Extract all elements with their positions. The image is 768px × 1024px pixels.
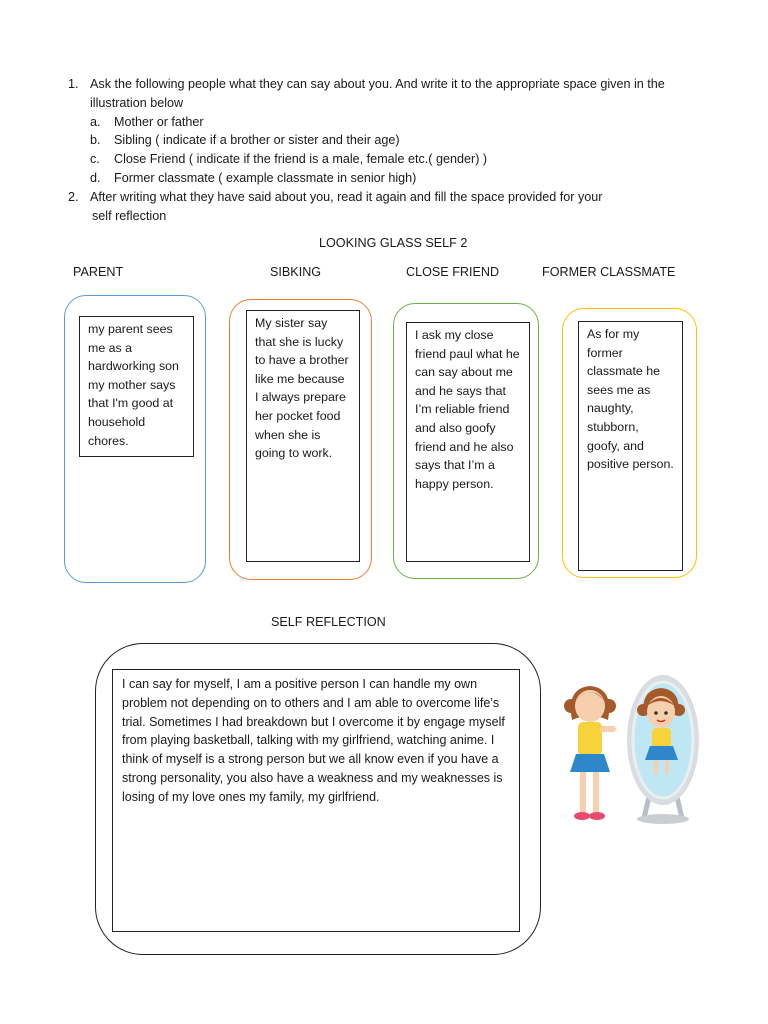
instruction-2 xyxy=(68,188,708,207)
self-reflection-heading: SELF REFLECTION xyxy=(271,615,386,629)
instruction-text-cont: illustration below xyxy=(90,95,184,110)
sibling-box: My sister say that she is lucky to have a brother like me because I always prepare her pocket food when she is going to work. xyxy=(246,310,360,562)
heading-sibling: SIBKING xyxy=(270,265,322,279)
subitem-text: Close Friend ( indicate if the friend is a male, female etc.( gender) ) xyxy=(114,152,488,167)
instruction-number: 1. xyxy=(68,77,79,91)
instruction-text-cont: self reflection xyxy=(92,208,167,223)
instruction-text: Ask the following people what they can say about you. And write it to the appropriate space given in the xyxy=(90,77,665,91)
instruction-1 xyxy=(68,75,708,94)
subitem-d xyxy=(68,169,708,188)
subitem-a xyxy=(68,113,708,132)
subitem-letter: b. xyxy=(90,133,101,148)
subitem-text: Mother or father xyxy=(114,114,204,129)
subitem-text: Sibling ( indicate if a brother or sister and their age) xyxy=(114,133,400,148)
instruction-number: 2. xyxy=(68,189,79,204)
subitem-c xyxy=(68,150,708,169)
subitem-b xyxy=(68,131,708,150)
heading-parent: PARENT xyxy=(73,265,124,279)
heading-close-friend: CLOSE FRIEND xyxy=(406,265,500,279)
close-friend-box: I ask my close friend paul what he can say about me and he says that I’m reliable friend and also goofy friend and he also says that I’m a happy person. xyxy=(406,322,530,562)
instructions xyxy=(68,75,708,225)
girl-mirror-illustration-icon xyxy=(558,668,704,838)
parent-box: my parent sees me as a hardworking son my mother says that I'm good at household chores. xyxy=(79,316,194,457)
page-title: LOOKING GLASS SELF 2 xyxy=(319,236,468,250)
instruction-text: After writing what they have said about you, read it again and fill the space provided for your xyxy=(90,189,603,204)
subitem-text: Former classmate ( example classmate in senior high) xyxy=(114,170,417,185)
former-classmate-box: As for my former classmate he sees me as naughty, stubborn, goofy, and positive person. xyxy=(578,321,683,571)
subitem-letter: c. xyxy=(90,152,100,167)
heading-former-classmate: FORMER CLASSMATE xyxy=(542,265,676,279)
self-reflection-box: I can say for myself, I am a positive person I can handle my own problem not depending on to others and I am able to overcome life’s trial. Sometimes I had breakdown but I overcome it by engage myself from playing basketball, talking with my girlfriend, watching anime. I think of myself is a strong person but we all know even if you have a strong personality, you also have a weakness and my weaknesses is losing of my love ones my family, my girlfriend. xyxy=(112,669,520,932)
subitem-letter: d. xyxy=(90,170,101,185)
subitem-letter: a. xyxy=(90,114,101,129)
